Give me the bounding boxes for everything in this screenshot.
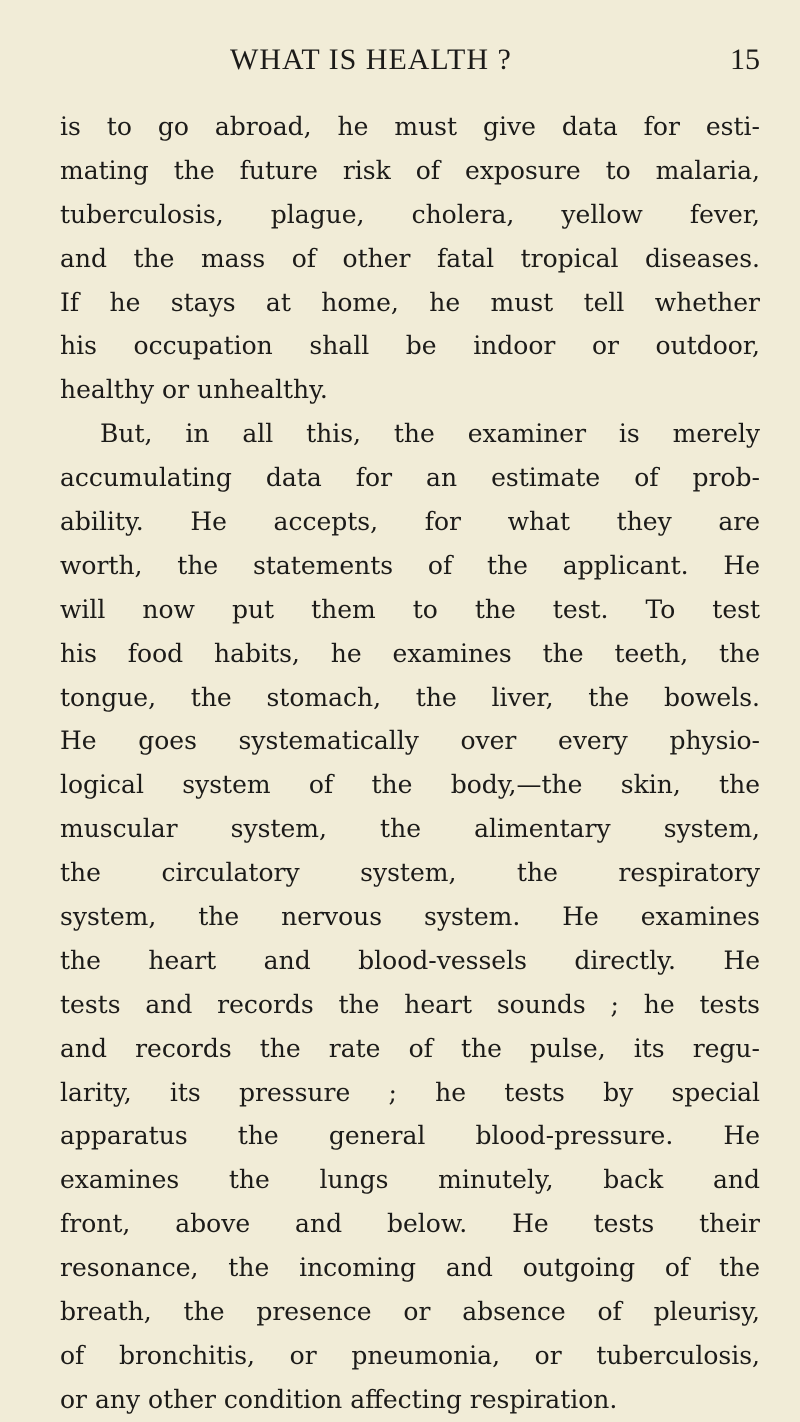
text-line: accumulating data for an estimate of prob- — [60, 463, 760, 493]
text-line: mating the future risk of exposure to malaria, — [60, 155, 760, 185]
text-line: muscular system, the alimentary system, — [60, 814, 760, 844]
body-text — [60, 105, 760, 1422]
text-line: of bronchitis, or pneumonia, or tuberculosis, — [60, 1340, 760, 1370]
text-line: the circulatory system, the respiratory — [60, 858, 760, 888]
text-line: and records the rate of the pulse, its regu- — [60, 1033, 760, 1063]
text-line: is to go abroad, he must give data for esti- — [60, 112, 760, 141]
text-line: ability. He accepts, for what they are — [60, 507, 760, 537]
text-line: But, in all this, the examiner is merely — [100, 419, 760, 449]
text-line: system, the nervous system. He examines — [60, 902, 760, 932]
text-line: the heart and blood-vessels directly. He — [60, 945, 760, 975]
text-line: or any other condition affecting respiration. — [60, 1384, 618, 1414]
running-head: WHAT IS HEALTH ? — [230, 43, 512, 76]
text-line: tuberculosis, plague, cholera, yellow fever, — [60, 199, 760, 229]
text-line: examines the lungs minutely, back and — [60, 1165, 760, 1195]
text-line: and the mass of other fatal tropical diseases. — [60, 243, 760, 273]
text-line: logical system of the body,—the skin, the — [60, 770, 760, 800]
text-line: his food habits, he examines the teeth, the — [60, 638, 760, 668]
text-line: apparatus the general blood-pressure. He — [60, 1121, 760, 1151]
text-line: tests and records the heart sounds ; he tests — [60, 989, 760, 1019]
page-header — [60, 36, 760, 84]
text-line: healthy or unhealthy. — [60, 375, 328, 405]
text-line: If he stays at home, he must tell whether — [60, 287, 760, 317]
text-line: tongue, the stomach, the liver, the bowels. — [60, 682, 760, 712]
text-line: larity, its pressure ; he tests by special — [60, 1077, 760, 1107]
text-line: He goes systematically over every physio- — [60, 726, 760, 756]
text-line: front, above and below. He tests their — [60, 1209, 760, 1239]
page-number: 15 — [730, 43, 760, 76]
text-line: worth, the statements of the applicant. He — [60, 550, 760, 580]
text-line: breath, the presence or absence of pleurisy, — [60, 1297, 760, 1327]
text-line: will now put them to the test. To test — [60, 594, 760, 624]
text-line: his occupation shall be indoor or outdoor, — [60, 331, 760, 361]
text-line: resonance, the incoming and outgoing of the — [60, 1253, 760, 1283]
